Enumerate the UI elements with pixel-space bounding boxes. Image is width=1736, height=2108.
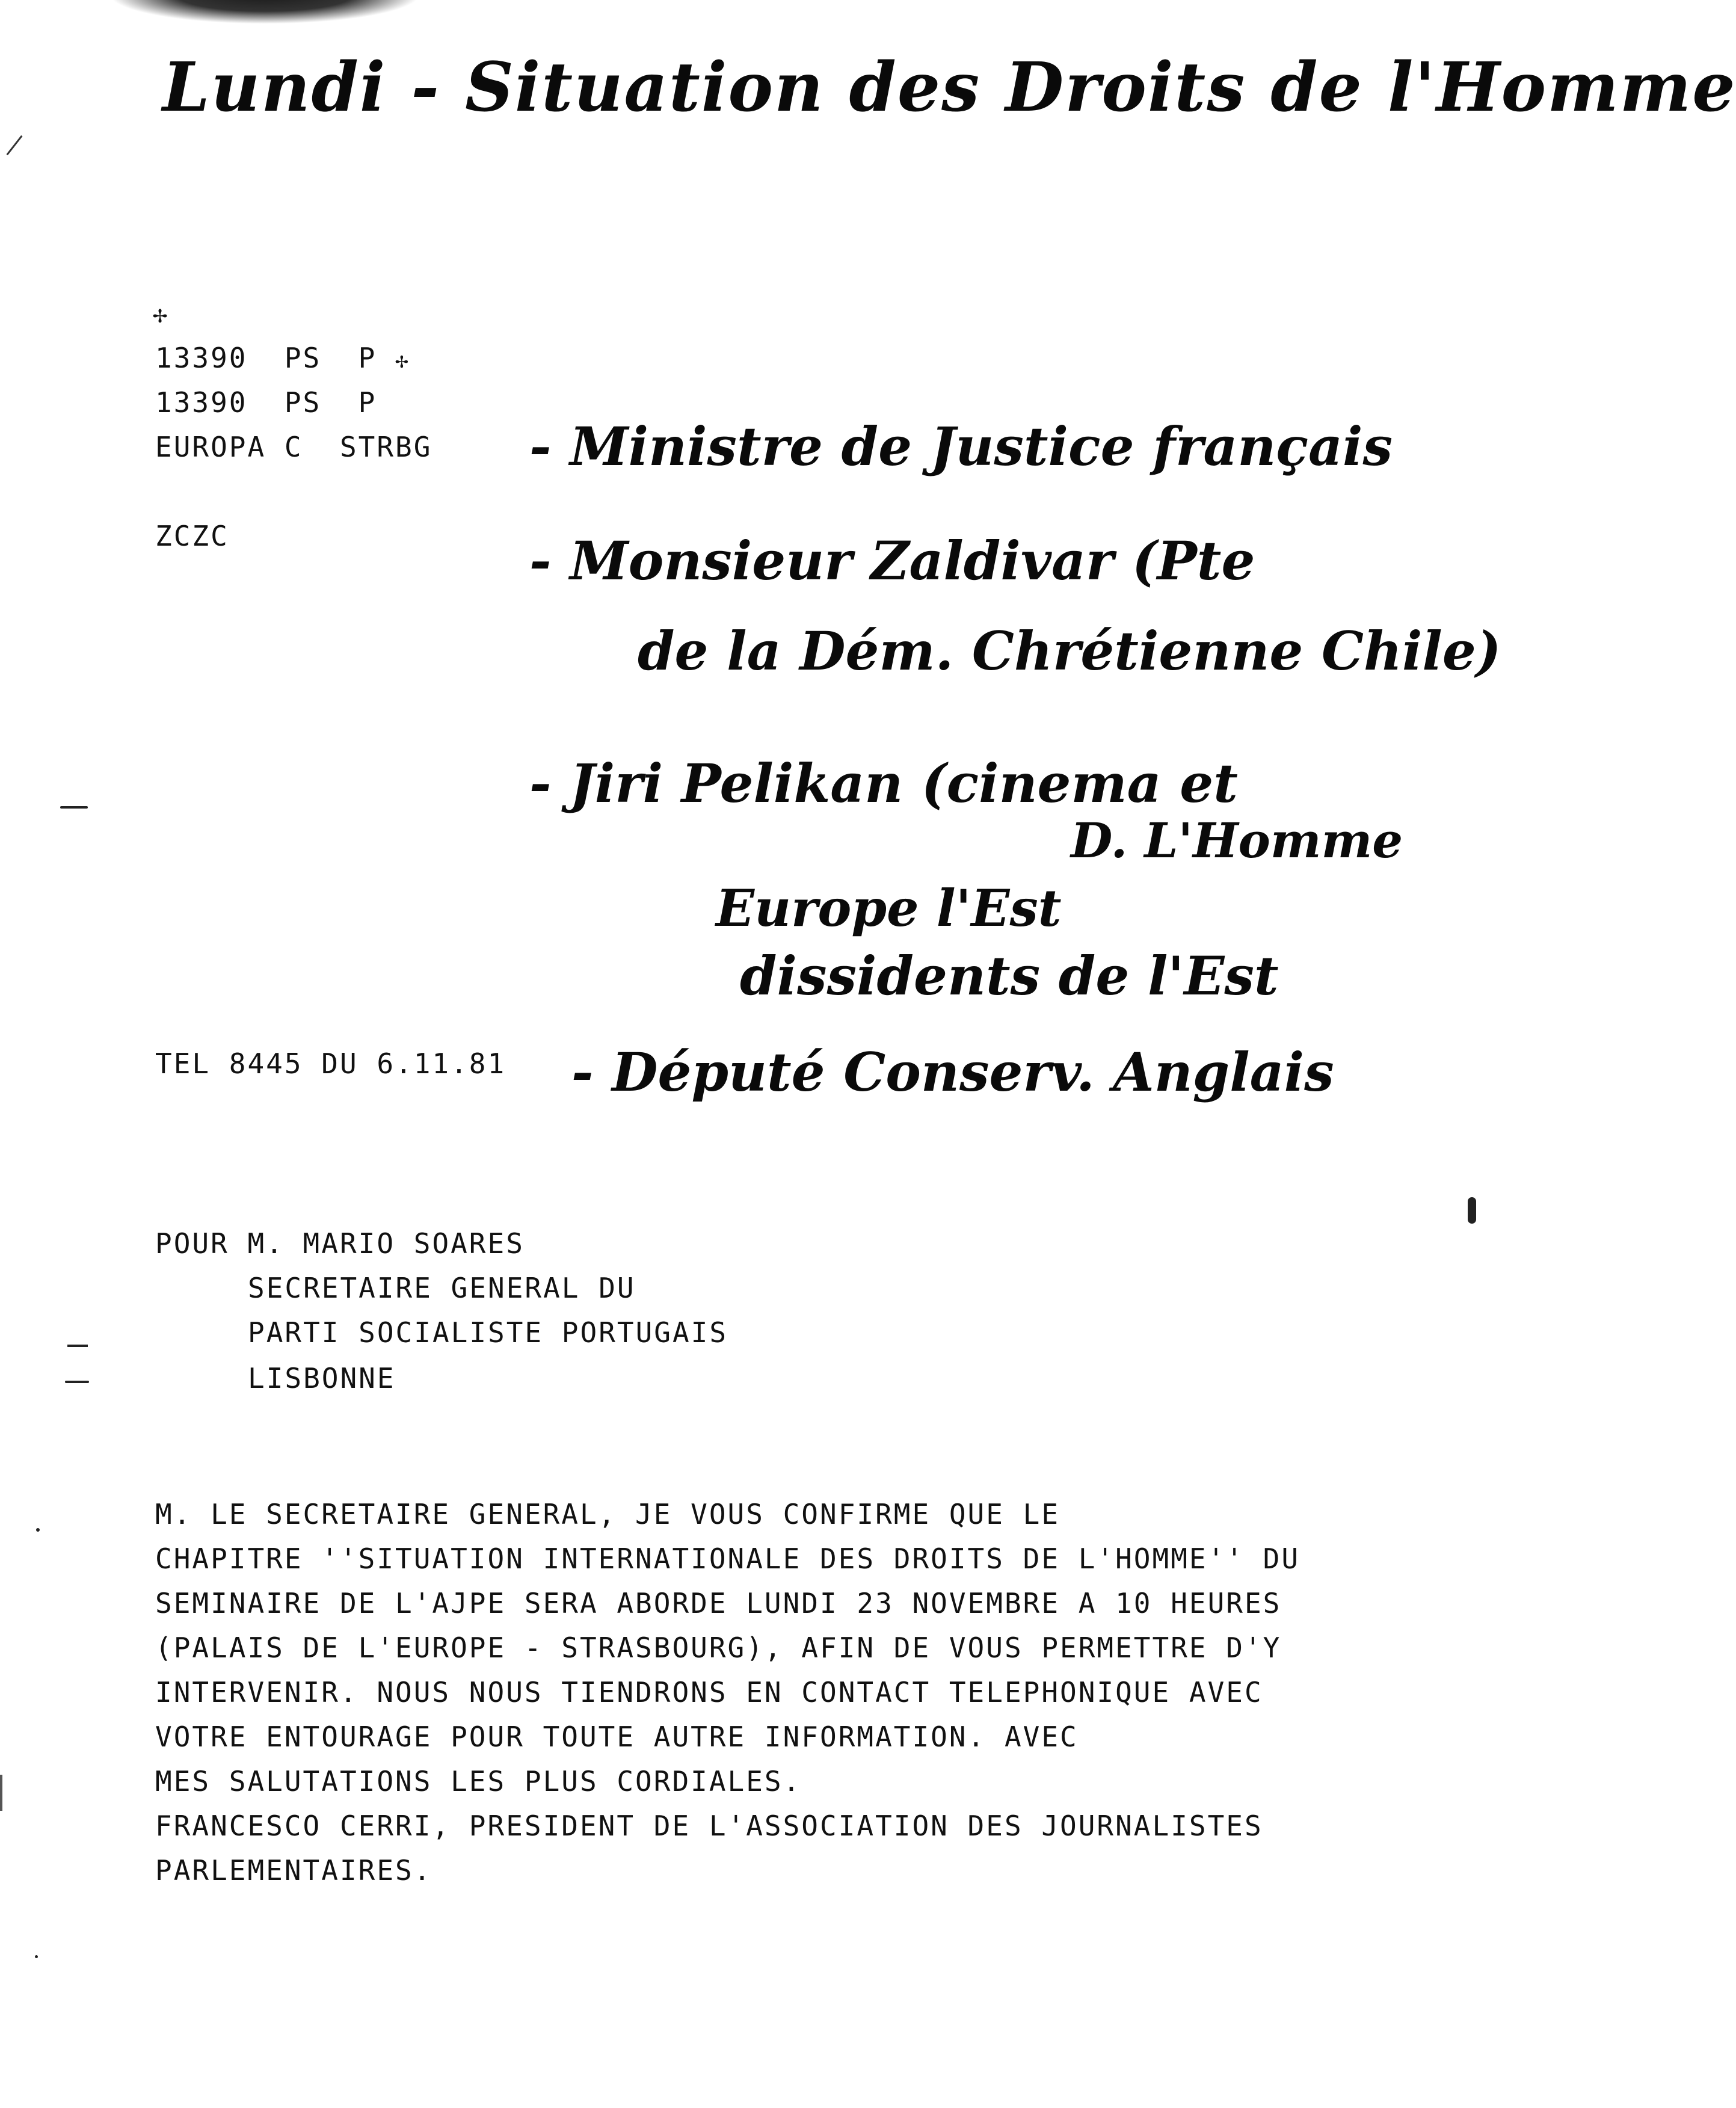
scan-mark bbox=[0, 1775, 2, 1811]
zczc-code: ZCZC bbox=[155, 520, 229, 552]
handwritten-title: Lundi - Situation des Droits de l'Homme bbox=[162, 48, 1736, 127]
scan-mark bbox=[65, 1381, 89, 1383]
body-line: CHAPITRE ''SITUATION INTERNATIONALE DES DROITS DE L'HOMME'' DU bbox=[155, 1542, 1300, 1575]
handwritten-note: - Jiri Pelikan (cinema et bbox=[529, 752, 1238, 815]
header-line-1: 13390 PS P ✢ bbox=[155, 342, 410, 374]
handwritten-note: dissidents de l'Est bbox=[740, 945, 1279, 1007]
recipient-line-2: SECRETAIRE GENERAL DU bbox=[248, 1272, 636, 1304]
telex-cross-icon: ✢ bbox=[153, 301, 168, 328]
scan-mark bbox=[1468, 1197, 1476, 1224]
telex-reference: TEL 8445 DU 6.11.81 bbox=[155, 1047, 506, 1080]
scan-mark bbox=[67, 1345, 88, 1347]
handwritten-note: D. L'Homme bbox=[1071, 812, 1403, 869]
scan-mark bbox=[36, 1528, 40, 1532]
body-line: (PALAIS DE L'EUROPE - STRASBOURG), AFIN DE VOUS PERMETTRE D'Y bbox=[155, 1632, 1282, 1664]
handwritten-note: - Ministre de Justice français bbox=[529, 415, 1393, 478]
handwritten-note: - Monsieur Zaldivar (Pte bbox=[529, 529, 1255, 592]
scan-mark bbox=[35, 1955, 38, 1958]
body-line: SEMINAIRE DE L'AJPE SERA ABORDE LUNDI 23 NOVEMBRE A 10 HEURES bbox=[155, 1587, 1282, 1620]
body-line: MES SALUTATIONS LES PLUS CORDIALES. bbox=[155, 1765, 802, 1798]
body-line: VOTRE ENTOURAGE POUR TOUTE AUTRE INFORMATION. AVEC bbox=[155, 1721, 1079, 1753]
recipient-line-4: LISBONNE bbox=[248, 1362, 396, 1395]
telex-cross-icon: ✢ bbox=[395, 348, 410, 373]
scan-smudge bbox=[108, 0, 421, 24]
handwritten-note: - Député Conserv. Anglais bbox=[571, 1041, 1334, 1103]
recipient-line-3: PARTI SOCIALISTE PORTUGAIS bbox=[248, 1316, 728, 1349]
handwritten-note: de la Dém. Chrétienne Chile) bbox=[638, 620, 1501, 682]
recipient-line-1: POUR M. MARIO SOARES bbox=[155, 1227, 525, 1260]
scan-mark bbox=[60, 806, 88, 809]
body-line: PARLEMENTAIRES. bbox=[155, 1854, 432, 1887]
handwritten-note: Europe l'Est bbox=[716, 878, 1062, 938]
header-line-2: 13390 PS P bbox=[155, 386, 377, 419]
scan-mark bbox=[7, 135, 23, 155]
body-line: INTERVENIR. NOUS NOUS TIENDRONS EN CONTACT TELEPHONIQUE AVEC bbox=[155, 1676, 1263, 1709]
header-line-3: EUROPA C STRBG bbox=[155, 431, 432, 463]
body-line: FRANCESCO CERRI, PRESIDENT DE L'ASSOCIATION DES JOURNALISTES bbox=[155, 1810, 1263, 1842]
body-line: M. LE SECRETAIRE GENERAL, JE VOUS CONFIRME QUE LE bbox=[155, 1498, 1060, 1530]
